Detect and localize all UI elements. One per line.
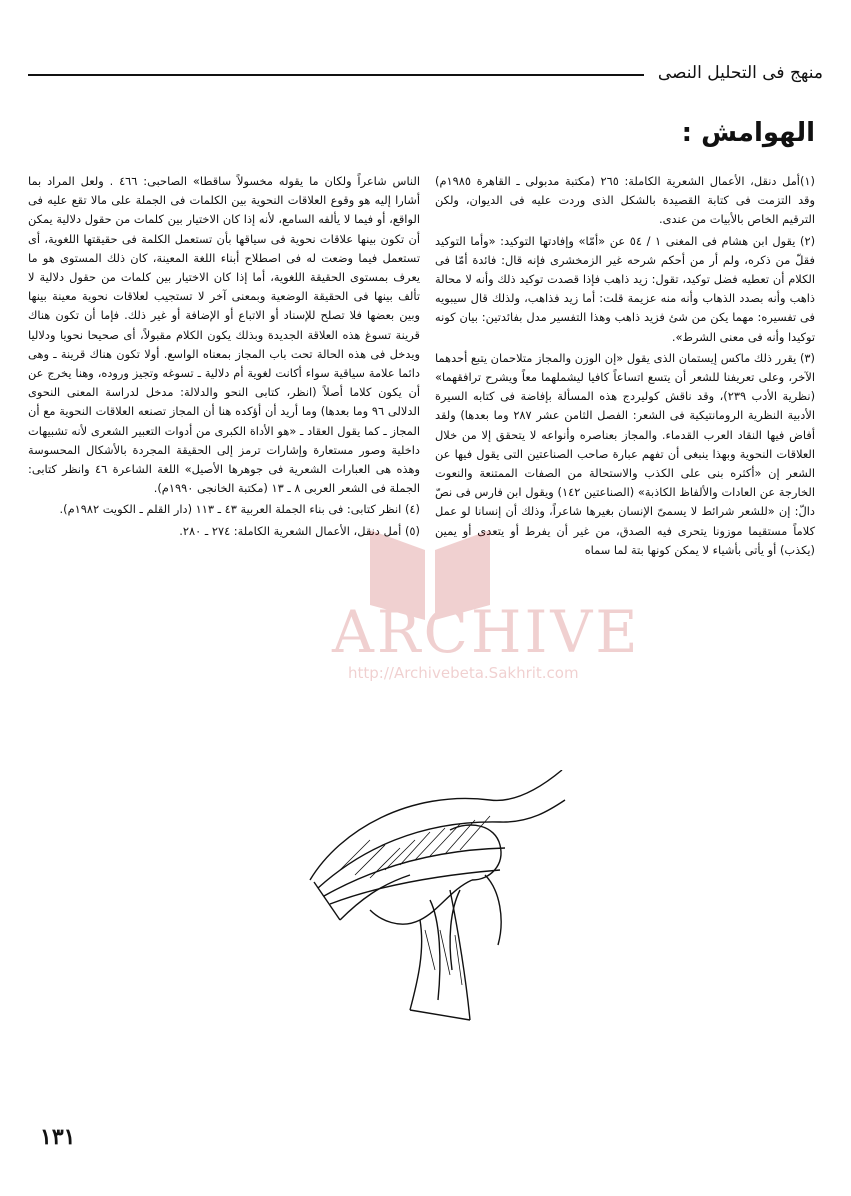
running-header [28, 58, 823, 88]
figure-with-raised-cloth-drawing-icon [300, 770, 570, 1030]
footnotes-right-column [435, 172, 815, 562]
page-number: ١٣١ [40, 1124, 76, 1150]
watermark-text: ARCHIVE [332, 598, 641, 666]
footnote-5: (٥) أمل دنقل، الأعمال الشعرية الكاملة: ٢٧٤ ـ ٢٨٠. [179, 523, 420, 538]
footnote-4: (٤) انظر كتابى: فى بناء الجملة العربية ٤٣ ـ ١١٣ (دار القلم ـ الكويت ١٩٨٢م). [59, 502, 420, 517]
footnote-3-continued: الناس شاعراً ولكان ما يقوله مخسولاً ساقطا» الصاحبى: ٤٦٦ . ولعل المراد بما أشارا إليه هو وقوع العلاقات النحوية بين الكلمات فى الجملة على مالا تقع عليه فى الواقع، أو فيما لا يألفه السامع، لأنه إذا كان الاختيار بين كلمات من حقول دلالية يمكن أن تكون بينها علاقات نحوية فى سياقها بأن تستعمل الكلمة فى حقيقتها اللغوية، أى تستعمل فيما وضعت له فى اصطلاح أبناء اللغة المعينة، كان ذلك المستوى هو ما يعرف بمستوى الحقيقة اللغوية، أما إذا كان الاختيار بين كلمات من حقول دلالية لا تألف بينها فى الحقيقة الوضعية وبمعنى آخر لا تستجيب لعلاقات نحوية معينة بينها وبين بعضها فلا تصلح للإسناد أو الاتباع أو الإضافة أو غير ذلك. فإما أن تكون هناك قرينة تسوغ هذه العلاقة الجديدة وبذلك يكون الكلام مقبولاً، أى صحيحا نحويا ودلاليا ويدخل فى هذه الحالة تحت باب المجاز بمعناه الواسع. أولا تكون هناك قرينة ـ وهى دائما علامة سياقية سواء أكانت لغوية أم دلالية ـ تسوغه وتجيز وروده، وهنا يخرج عن أن يكون كلاما أصلاً (انظر، كتابى النحو والدلالة: مدخل لدراسة المعنى النحوى الدلالى ٩٦ وما بعدها) وما أريد أن أؤكده هنا أن المجاز تصنعه العلاقات النحوية مع أن المجاز ـ كما يقول العقاد ـ «هو الأداة الكبرى من أدوات التعبير الشعرى لأنه تشبيهات داخلية وصور مستعارة وإشارات ترمز إلى الحقيقة المجردة بالأشكال المحسوسة وهذه هى العبارات الشعرية فى جوهرها الأصيل» اللغة الشاعرة ٤٦ وانظر كتابى: الجملة فى الشعر العربى ٨ ـ ١٣ (مكتبة الخانجى ١٩٩٠م). [28, 174, 420, 496]
footnote-2: (٢) يقول ابن هشام فى المغنى ١ / ٥٤ عن «أمّا» وإفادتها التوكيد: «وأما التوكيد فقلّ من ذكره، ولم أر من أحكم شرحه غير الزمخشرى فإنه قال: فائدة أمّا فى الكلام أن تعطيه فضل توكيد، تقول: زيد ذاهب فإذا قصدت توكيد ذلك وأنه لا محالة ذاهب وأنه بصدد الذهاب وأنه منه عزيمة قلت: أما زيد فذاهب، ولذلك قال سيبويه فى تفسيره: مهما يكن من شئ فزيد ذاهب وهذا التفسير مدل بفائدتين: بيان كونه توكيدا وأنه فى معنى الشرط». [435, 233, 816, 344]
footnotes-heading: الهوامش : [681, 118, 815, 148]
footnote-1: (١)أمل دنقل، الأعمال الشعرية الكاملة: ٢٦٥ (مكتبة مدبولى ـ القاهرة ١٩٨٥م) وقد التزمت فى كتابة القصيدة بالشكل الذى وردت عليه فى الديوان، ولكن الترقيم الخاص بالأبيات من عندى. [435, 174, 815, 227]
footnotes-left-column [28, 172, 420, 543]
watermark-url: http://Archivebeta.Sakhrit.com [348, 664, 579, 682]
running-title: منهج فى التحليل النصى [657, 63, 823, 83]
footnote-3: (٣) يقرر ذلك ماكس إيستمان الذى يقول «إن الوزن والمجاز متلاحمان يتبع أحدهما الآخر، وعلى تعريفنا للشعر أن يتسع اتساعاً كافيا ليشملهما معاً ويشرح ترافقهما» (نظرية الأدب ٢٣٩)، وقد ناقش كوليردج هذه المسألة بإفاضة فى كتابه السيرة الأدبية النظرية الرومانتيكية فى الشعر: الفصل الثامن عشر ٢٨٧ وما بعدها) ولقد أفاض فيها النقاد العرب القدماء. والمجاز بعناصره وأنواعه لا يتحقق إلا من خلال العلاقات النحوية وبهذا ينبغى أن تفهم عبارة صاحب الصناعتين التى يقول فيها عن الشعر إن «أكثره بنى على الكذب والاستحالة من الصفات الممتنعة والنعوت الخارجة عن العادات والألفاظ الكاذبة» (الصناعتين ١٤٢) ويقول ابن فارس فى نصّ دالّ: إن «للشعر شرائط لا يسمىّ الإنسان بغيرها شاعراً، وذلك أن إنسانا لو عمل كلاماً مستقيما موزونا يتحرى فيه الصدق، من غير أن يفرط أو يتعدى أو يمين (يكذب) أو يأتى بأشياء لا يمكن كونها بتة لما سماه [435, 350, 816, 557]
header-rule [28, 74, 644, 76]
